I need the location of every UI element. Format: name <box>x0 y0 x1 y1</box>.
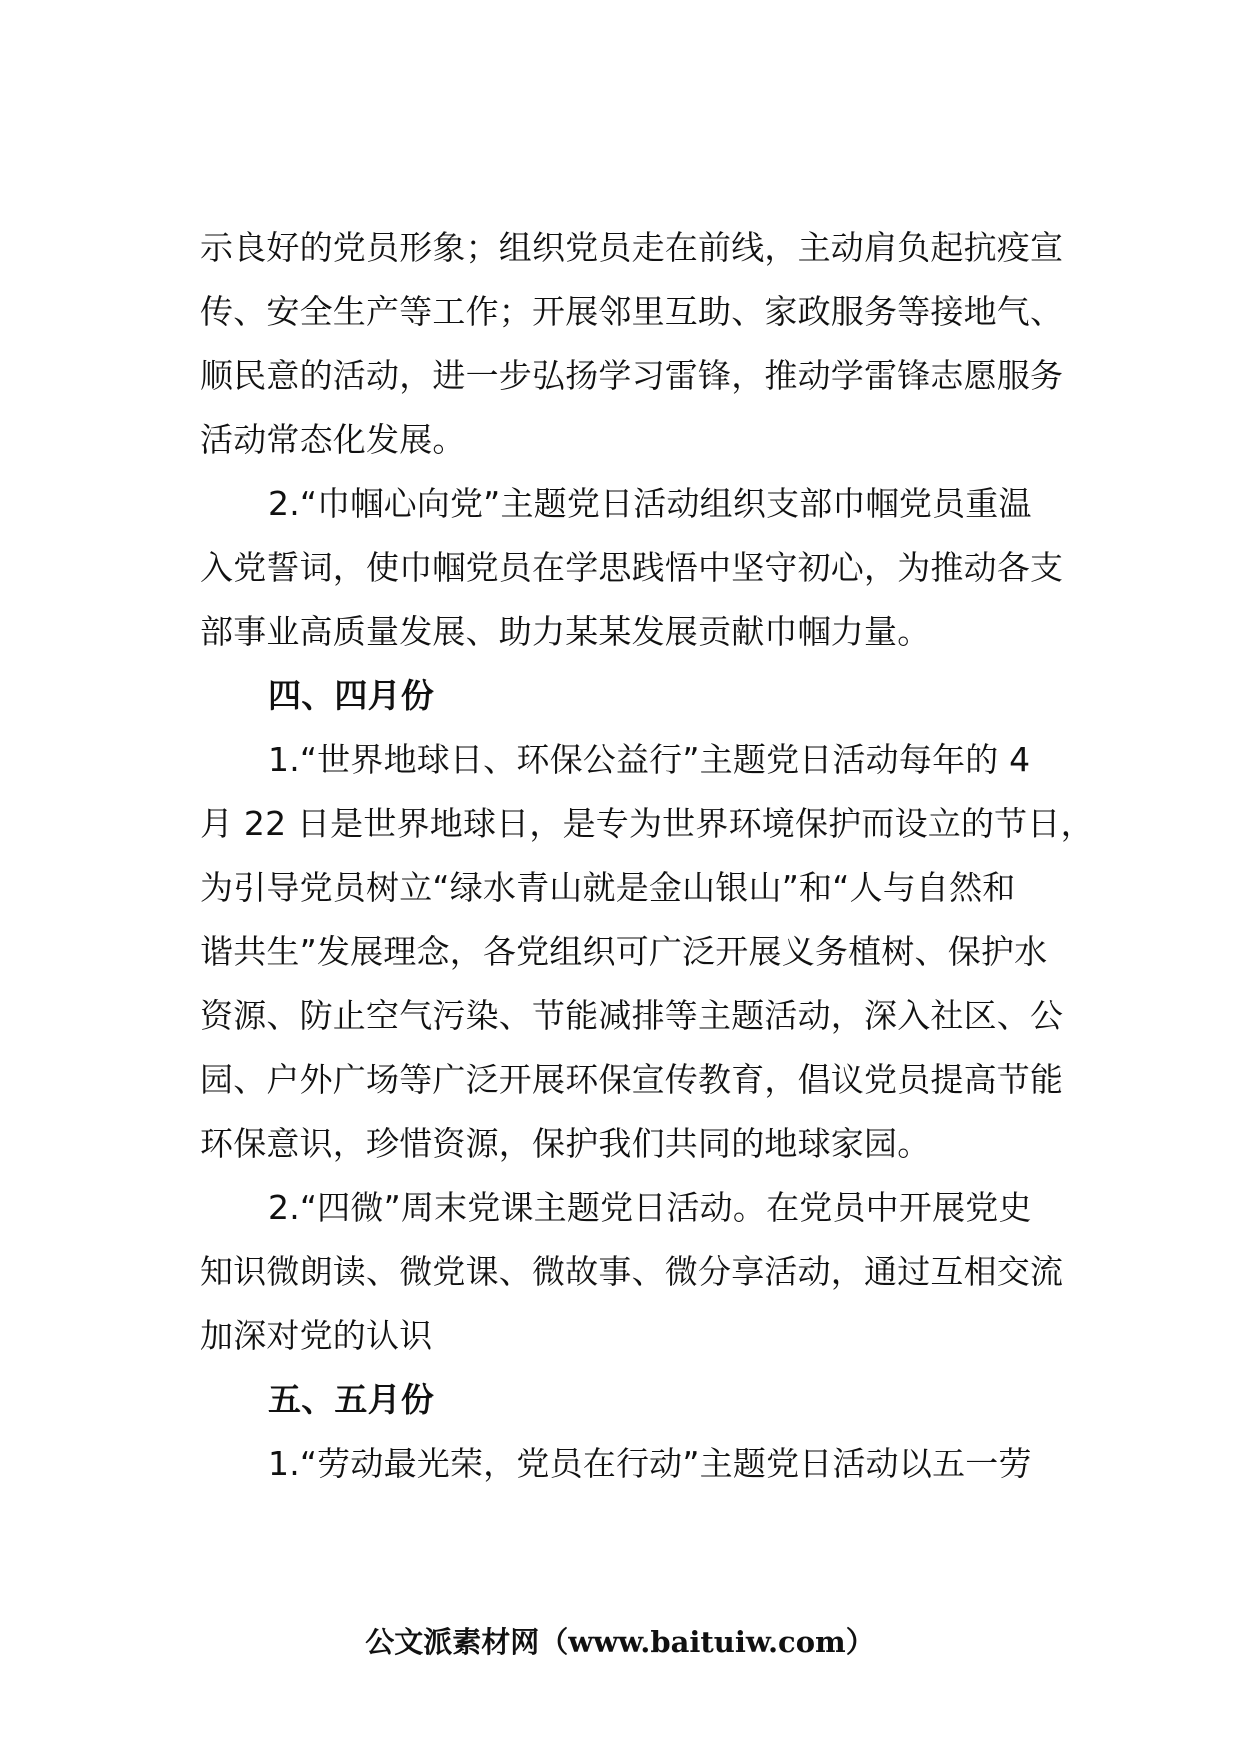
body-text-line: 示良好的党员形象；组织党员走在前线，主动肩负起抗疫宣 <box>200 228 1064 267</box>
paragraph-start-line: 1.“劳动最光荣，党员在行动”主题党日活动以五一劳 <box>268 1444 1032 1483</box>
paragraph-start-line: 1.“世界地球日、环保公益行”主题党日活动每年的 4 <box>268 740 1031 779</box>
body-text-line: 资源、防止空气污染、节能减排等主题活动，深入社区、公 <box>200 996 1064 1035</box>
body-text-line: 环保意识，珍惜资源，保护我们共同的地球家园。 <box>200 1124 931 1163</box>
footer-source-text: 公文派素材网（www.baituiw.com） <box>365 1625 875 1659</box>
section-heading-april: 四、四月份 <box>268 676 434 715</box>
section-heading-may: 五、五月份 <box>268 1380 434 1419</box>
body-text-line: 加深对党的认识 <box>200 1316 433 1355</box>
body-text-line: 传、安全生产等工作；开展邻里互助、家政服务等接地气、 <box>200 292 1064 331</box>
body-text-line: 顺民意的活动，进一步弘扬学习雷锋，推动学雷锋志愿服务 <box>200 356 1064 395</box>
body-text-line: 谐共生”发展理念，各党组织可广泛开展义务植树、保护水 <box>200 932 1048 971</box>
paragraph-start-line: 2.“四微”周末党课主题党日活动。在党员中开展党史 <box>268 1188 1032 1227</box>
body-text-line: 园、户外广场等广泛开展环保宣传教育，倡议党员提高节能 <box>200 1060 1064 1099</box>
document-page <box>200 0 1100 1754</box>
body-text-line: 月 22 日是世界地球日，是专为世界环境保护而设立的节日， <box>200 804 1094 843</box>
body-text-line: 活动常态化发展。 <box>200 420 466 459</box>
body-text-line: 入党誓词，使巾帼党员在学思践悟中坚守初心，为推动各支 <box>200 548 1064 587</box>
body-text-line: 部事业高质量发展、助力某某发展贡献巾帼力量。 <box>200 612 931 651</box>
paragraph-start-line: 2.“巾帼心向党”主题党日活动组织支部巾帼党员重温 <box>268 484 1032 523</box>
body-text-line: 为引导党员树立“绿水青山就是金山银山”和“人与自然和 <box>200 868 1016 907</box>
body-text-line: 知识微朗读、微党课、微故事、微分享活动，通过互相交流 <box>200 1252 1064 1291</box>
